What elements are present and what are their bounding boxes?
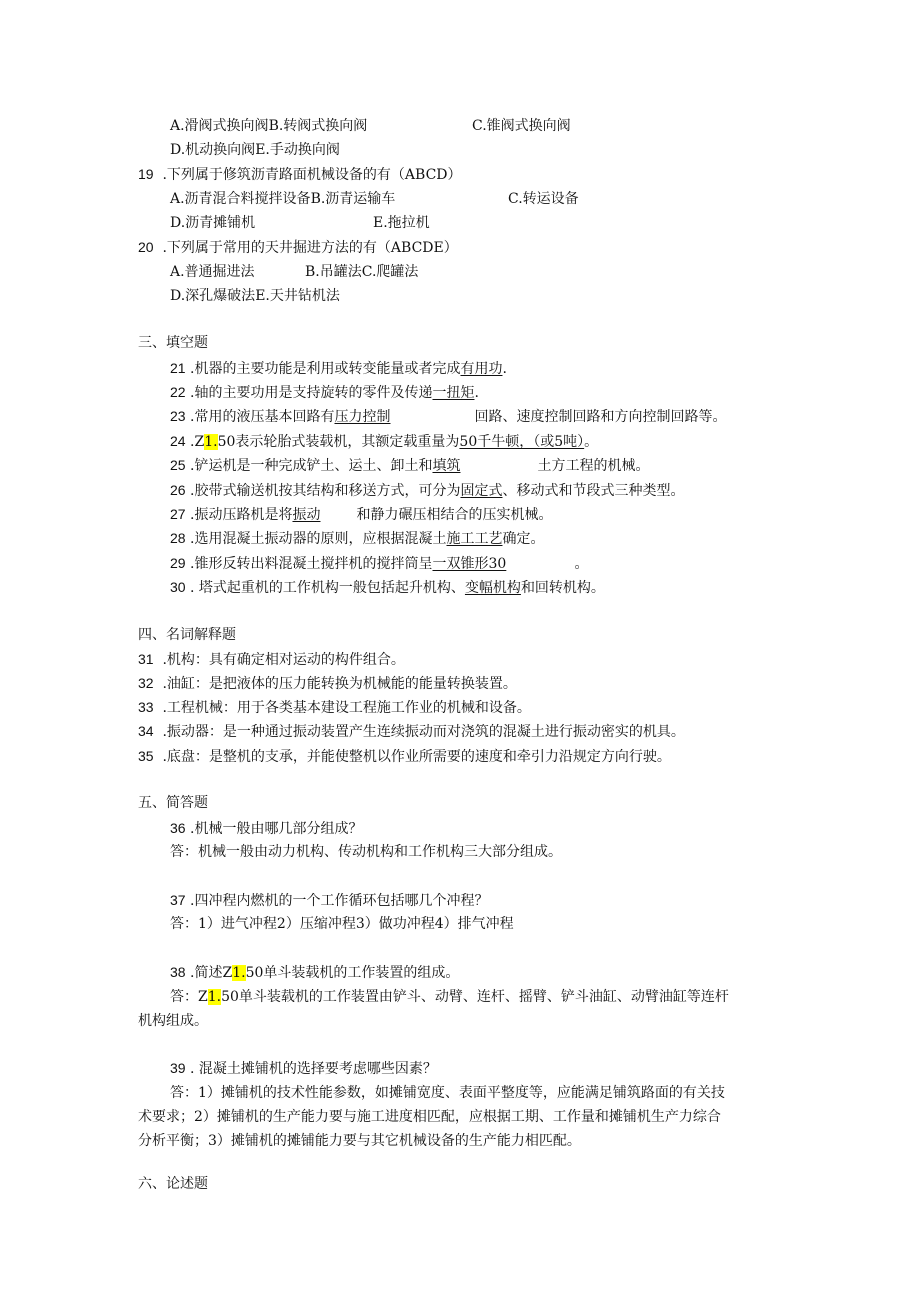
q33: 33 .工程机械：用于各类基本建设工程施工作业的机械和设备。	[138, 699, 531, 716]
q25-answer: 填筑	[432, 458, 461, 474]
q20-stem: .下列属于常用的天井掘进方法的有（ABCDE）	[162, 240, 458, 256]
q39-answer-line1: 答：1）摊铺机的技术性能参数，如摊铺宽度、表面平整度等，应能满足铺筑路面的有关技	[170, 1085, 725, 1101]
q21-answer: 有用功	[460, 361, 503, 377]
q32: 32 .油缸：是把液体的压力能转换为机械能的能量转换装置。	[138, 675, 517, 692]
q19-option-a: A.沥青混合料搅拌设备	[170, 191, 311, 207]
section-short-heading: 五、简答题	[138, 795, 208, 811]
q20	[138, 237, 458, 258]
q23-answer: 压力控制	[334, 409, 391, 425]
q29: 29 .锥形反转出料混凝土搅拌机的搅拌筒呈一双锥形30 。	[170, 555, 589, 572]
q38: 38 .简述Z1.50单斗装载机的工作装置的组成。	[170, 964, 460, 981]
q39-answer-line3: 分析平衡；3）摊铺机的摊铺能力要与其它机械设备的生产能力相匹配。	[138, 1133, 581, 1149]
q21: 21 .机器的主要功能是利用或转变能量或者完成有用功.	[170, 360, 507, 377]
q26: 26 .胶带式输送机按其结构和移送方式，可分为固定式、移动式和节段式三种类型。	[170, 482, 685, 499]
q20-option-e: E.天井钻机法	[255, 288, 340, 304]
q24: 24 .Z1.50表示轮胎式装载机，其额定载重量为50千牛顿，（或5吨）。	[170, 433, 599, 450]
q30: 30 . 塔式起重机的工作机构一般包括起升机构、变幅机构和回转机构。	[170, 579, 605, 596]
q18-options-row1	[170, 116, 367, 136]
q20-options-bc	[305, 262, 418, 282]
q20-option-c: C.爬罐法	[361, 264, 419, 280]
q27: 27 .振动压路机是将振动 和静力碾压相结合的压实机械。	[170, 506, 553, 523]
q20-option-a: A.普通掘进法	[170, 264, 255, 280]
q38-answer-highlight: 1.	[207, 989, 222, 1005]
q36-answer: 答：机械一般由动力机构、传动机构和工作机构三大部分组成。	[170, 844, 562, 860]
q18-options-row2	[170, 140, 340, 160]
q19-stem: .下列属于修筑沥青路面机械设备的有（ABCD）	[162, 167, 462, 183]
q24-answer: 50千牛顿，（或5吨）	[459, 434, 585, 450]
q20-number: 20	[138, 239, 154, 255]
q37: 37 .四冲程内燃机的一个工作循环包括哪几个冲程？	[170, 892, 489, 909]
q19-option-c: C.转运设备	[508, 191, 579, 207]
q30-answer: 变幅机构	[464, 580, 521, 596]
q18-option-b: B.转阀式换向阀	[268, 118, 368, 134]
q28: 28 .选用混凝土振动器的原则，应根据混凝土施工工艺确定。	[170, 530, 545, 547]
q29-answer: 一双锥形30	[432, 556, 507, 572]
q27-answer: 振动	[292, 507, 321, 523]
q39: 39 . 混凝土摊铺机的选择要考虑哪些因素？	[170, 1060, 437, 1077]
q19-option-e: E.拖拉机	[373, 215, 430, 231]
q25: 25 .铲运机是一种完成铲土、运土、卸土和填筑 土方工程的机械。	[170, 457, 650, 474]
q19-option-b: B.沥青运输车	[310, 191, 396, 207]
q31: 31 .机构：具有确定相对运动的构件组合。	[138, 651, 405, 668]
q38-answer-line1: 答：Z1.50单斗装载机的工作装置由铲斗、动臂、连杆、摇臂、铲斗油缸、动臂油缸等连杆	[170, 989, 729, 1005]
q38-highlight: 1.	[232, 965, 246, 981]
q34: 34 .振动器：是一种通过振动装置产生连续振动而对浇筑的混凝土进行振动密实的机具。	[138, 723, 685, 740]
q18-option-a: A.滑阀式换向阀	[170, 118, 269, 134]
q18-option-c: C.锥阀式换向阀	[472, 118, 571, 134]
q19	[138, 164, 462, 185]
q23: 23 .常用的液压基本回路有压力控制 回路、速度控制回路和方向控制回路等。	[170, 408, 727, 425]
q20-options-row2	[170, 286, 340, 306]
q37-answer: 答：1）进气冲程2）压缩冲程3）做功冲程4）排气冲程	[170, 916, 514, 932]
section-terms-heading: 四、名词解释题	[138, 627, 236, 643]
q19-number: 19	[138, 166, 154, 182]
q20-option-b: B.吊罐法	[305, 264, 362, 280]
q18-option-e: E.手动换向阀	[255, 142, 340, 158]
section-essay-heading: 六、论述题	[138, 1176, 208, 1192]
q35: 35 .底盘：是整机的支承，并能使整机以作业所需要的速度和牵引力沿规定方向行驶。	[138, 748, 671, 765]
q26-answer: 固定式	[460, 483, 503, 499]
q18-option-d: D.机动换向阀	[170, 142, 256, 158]
q19-option-d: D.沥青摊铺机	[170, 215, 256, 231]
section-fill-heading: 三、填空题	[138, 335, 208, 351]
q28-answer: 施工工艺	[446, 531, 503, 547]
q39-answer-line2: 术要求；2）摊铺机的生产能力要与施工进度相匹配，应根据工期、工作量和摊铺机生产力综合	[138, 1109, 721, 1125]
q22: 22 .轴的主要功用是支持旋转的零件及传递一扭矩.	[170, 384, 479, 401]
q36: 36 .机械一般由哪几部分组成？	[170, 820, 363, 837]
q24-highlight: 1.	[204, 434, 218, 450]
q20-option-d: D.深孔爆破法	[170, 288, 256, 304]
q22-answer: 一扭矩	[432, 385, 475, 401]
q19-options-row1	[170, 189, 395, 209]
q38-answer-line2: 机构组成。	[138, 1013, 208, 1029]
